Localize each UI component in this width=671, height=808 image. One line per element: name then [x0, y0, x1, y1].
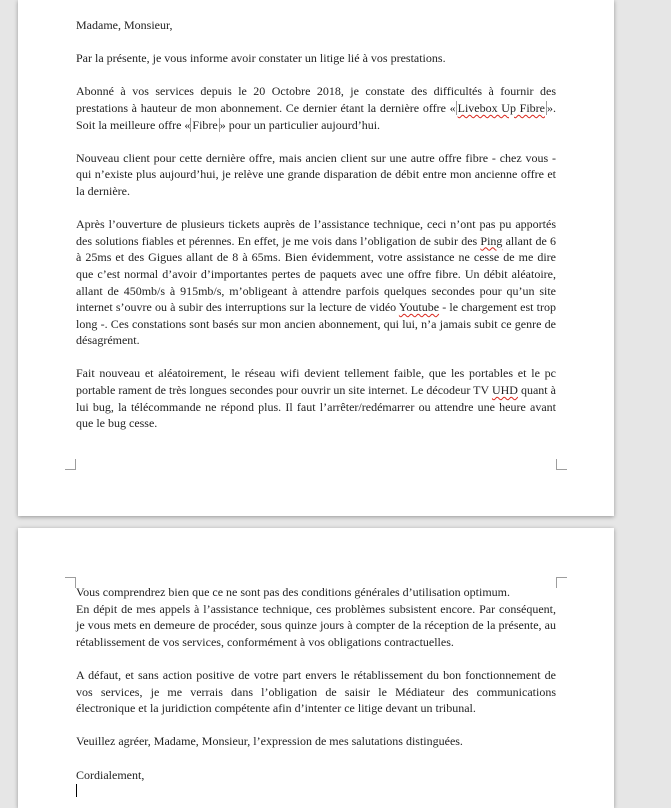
paragraph-subscription[interactable]: Abonné à vos services depuis le 20 Octobre 2018, je constate des difficultés à fournir des prestations à hauteur de mon abonnement. Ce dernier étant la dernière offre « Livebox Up Fibre ». Soit la meilleure offre « Fibre » pour un particulier aujourd’hui. [76, 84, 556, 132]
page-2-body[interactable] [76, 584, 556, 800]
paragraph-conditions[interactable]: Vous comprendrez bien que ce ne sont pas des conditions générales d’utilisation optimum. [76, 585, 511, 599]
empty-line-with-cursor[interactable] [76, 783, 556, 800]
page-1-body[interactable] [76, 17, 556, 432]
document-page-2[interactable] [18, 528, 614, 808]
paragraph-technical-issues[interactable]: Après l’ouverture de plusieurs tickets auprès de l’assistance technique, ceci n’ont pas pu apportés des solutions fiables et pérennes. En effet, je me vois dans l’obligation de subir des Ping allant de 6 à 25ms et des Gigues allant de 8 à 65ms. Bien évidemment, votre assistance ne cesse de me dire que c’est normal d’avoir d’importantes pertes de paquets avec une offre fibre. Un débit aléatoire, allant de 450mb/s à 915mb/s, m’obligeant à attendre parfois quelques secondes pour qu’un site internet s’ouvre ou à subir des interruptions sur la lecture de vidéo Youtube - le chargement est trop long -. Ces constations sont basés sur mon ancien abonnement, qui lui, n’a jamais subit ce genre de désagrément. [76, 217, 556, 348]
offer-type-field[interactable]: Fibre [192, 117, 218, 132]
salutation[interactable]: Madame, Monsieur, [76, 18, 173, 32]
closing-formula[interactable]: Veuillez agréer, Madame, Monsieur, l’expression de mes salutations distinguées. [76, 734, 463, 749]
text-cursor [76, 784, 77, 797]
paragraph-new-client[interactable]: Nouveau client pour cette dernière offre, mais ancien client sur une autre offre fibre - chez vous - qui n’existe plus aujourd’hui, je relève une grande disparation de débit entre mon ancienne offre et la dernière. [76, 150, 556, 198]
offer-name-field[interactable]: Livebox Up Fibre [457, 100, 545, 115]
paragraph-wifi[interactable]: Fait nouveau et aléatoirement, le réseau wifi devient tellement faible, que les portables et le pc portable rament de très longues secondes pour ouvrir un site internet. Le décodeur TV UHD quant à lui bug, la télécommande ne répond plus. Il faut l’arrêter/redémarrer ou attendre une heure avant que le bug cesse. [76, 366, 556, 431]
margin-corner-mark [556, 577, 567, 588]
document-page-1[interactable] [18, 0, 614, 516]
margin-corner-mark [65, 459, 76, 470]
margin-corner-mark [65, 577, 76, 588]
paragraph-mediator[interactable]: A défaut, et sans action positive de votre part envers le rétablissement du bon fonctionnement de vos services, je me verrais dans l’obligation de saisir le Médiateur des communications électronique et la juridiction compétente afin d’intenter ce litige devant un tribunal. [76, 667, 556, 716]
paragraph-formal-notice[interactable]: En dépit de mes appels à l’assistance technique, ces problèmes subsistent encore. Par conséquent, je vous mets en demeure de procéder, sous quinze jours à compter de la réception de la présente, au rétablissement de vos services, conformément à vos obligations contractuelles. [76, 601, 556, 649]
paragraph-intro[interactable]: Par la présente, je vous informe avoir constater un litige lié à vos prestations. [76, 51, 446, 66]
misspelled-word[interactable]: Youtube [398, 300, 440, 315]
margin-corner-mark [556, 459, 567, 470]
sign-off[interactable]: Cordialement, [76, 767, 145, 782]
misspelled-word[interactable]: Ping [480, 233, 503, 248]
misspelled-word[interactable]: UHD [491, 383, 518, 398]
